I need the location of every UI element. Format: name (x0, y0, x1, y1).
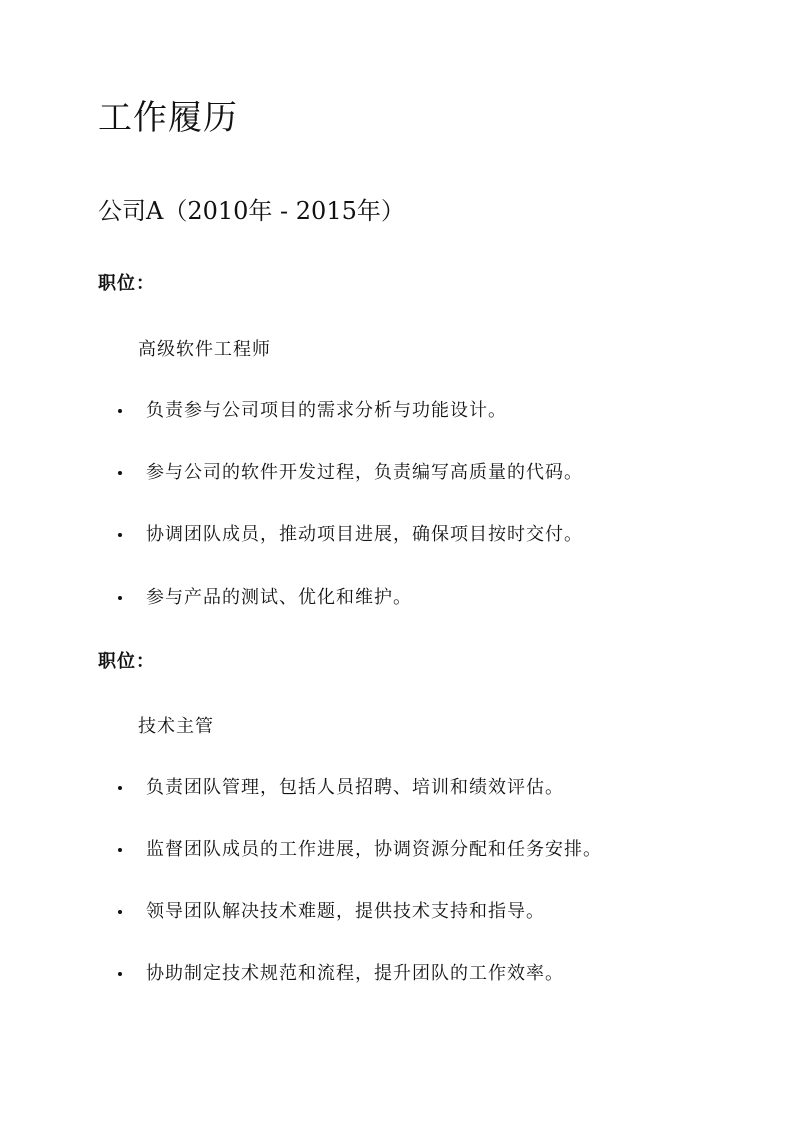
responsibility-text: 负责团队管理，包括人员招聘、培训和绩效评估。 (146, 777, 564, 798)
responsibility-item (0, 898, 760, 926)
responsibility-item (0, 459, 760, 487)
responsibility-item (0, 836, 760, 864)
responsibility-text: 协助制定技术规范和流程，提升团队的工作效率。 (146, 963, 564, 984)
responsibility-item (0, 584, 760, 612)
responsibility-text: 领导团队解决技术难题，提供技术支持和指导。 (146, 901, 545, 922)
responsibility-item (0, 774, 760, 802)
responsibility-text: 参与产品的测试、优化和维护。 (146, 587, 412, 608)
company-heading: 公司A（2010年 - 2015年） (98, 197, 405, 225)
responsibility-text: 参与公司的软件开发过程，负责编写高质量的代码。 (146, 462, 583, 483)
bullet-icon (118, 786, 122, 790)
bullet-icon (118, 533, 122, 537)
responsibility-item (0, 960, 760, 988)
responsibility-text: 协调团队成员，推动项目进展，确保项目按时交付。 (146, 524, 583, 545)
position-title: 技术主管 (138, 716, 214, 737)
responsibility-item (0, 521, 760, 549)
bullet-icon (118, 596, 122, 600)
bullet-icon (118, 471, 122, 475)
bullet-icon (118, 409, 122, 413)
position-title: 高级软件工程师 (138, 339, 271, 360)
bullet-icon (118, 848, 122, 852)
responsibility-item (0, 397, 760, 425)
position-label: 职位： (98, 651, 155, 672)
bullet-icon (118, 972, 122, 976)
page-title: 工作履历 (98, 98, 238, 138)
responsibility-text: 负责参与公司项目的需求分析与功能设计。 (146, 400, 507, 421)
bullet-icon (118, 910, 122, 914)
responsibility-text: 监督团队成员的工作进展，协调资源分配和任务安排。 (146, 839, 602, 860)
position-label: 职位： (98, 273, 155, 294)
